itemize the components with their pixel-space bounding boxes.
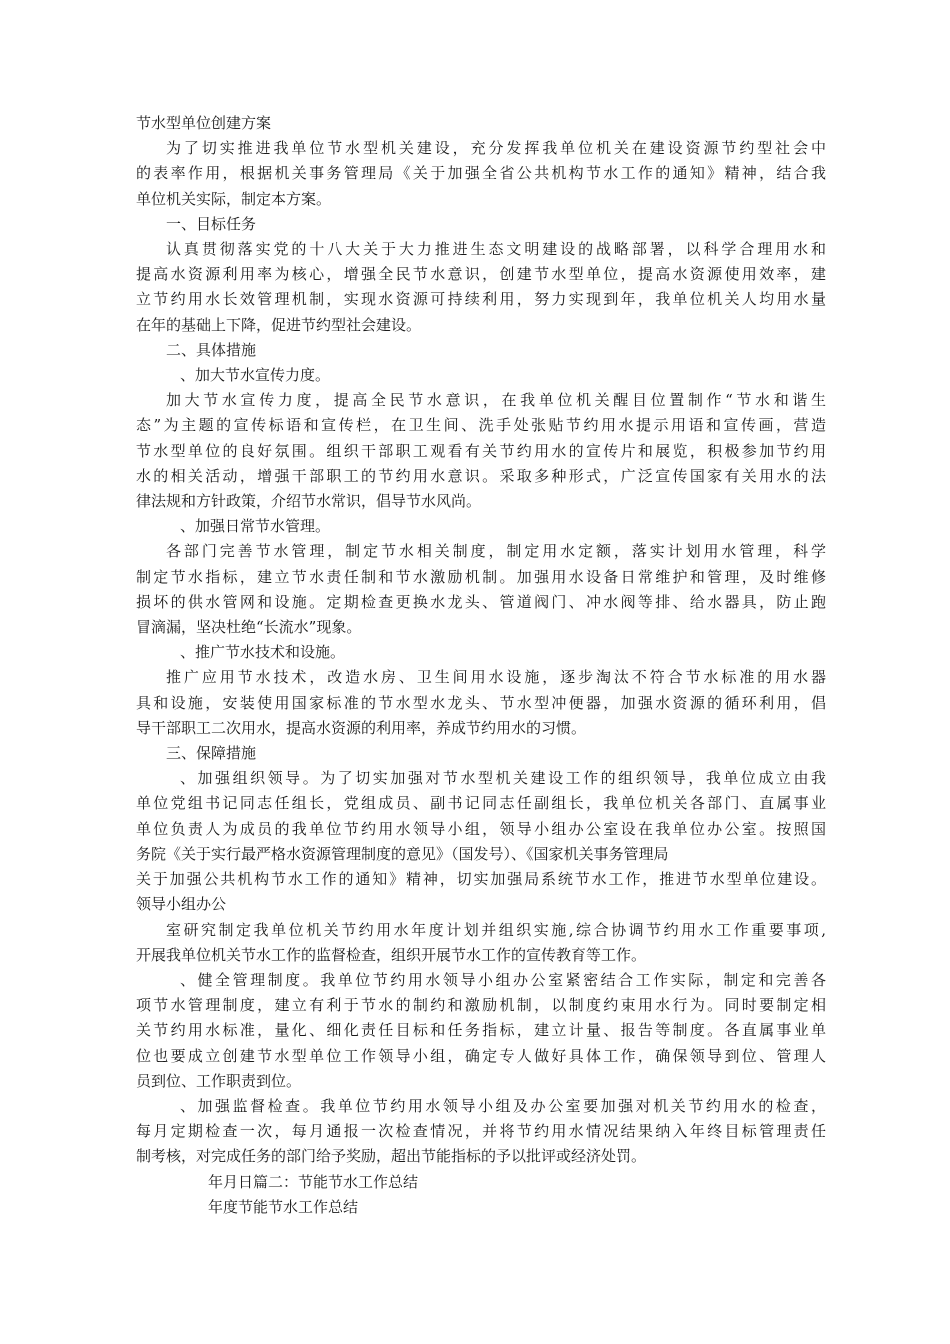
text-line: 领导小组办公 — [136, 895, 227, 914]
text-line: 损坏的供水管网和设施。定期检查更换水龙头、管道阀门、冲水阀等排、给水器具，防止跑 — [136, 592, 826, 611]
text-line: 室研究制定我单位机关节约用水年度计划并组织实施,综合协调节约用水工作重要事项, — [166, 920, 826, 939]
goals-paragraph — [136, 237, 826, 338]
leadership-continued-paragraph — [136, 918, 826, 968]
text-line: 、健全管理制度。我单位节约用水领导小组办公室紧密结合工作实际，制定和完善各 — [180, 970, 826, 989]
measure-title-management: 、加强日常节水管理。 — [180, 517, 331, 536]
text-line: 立节约用水长效管理机制，实现水资源可持续利用，努力实现到年，我单位机关人均用水量 — [136, 290, 826, 309]
text-line: 关节约用水标准，量化、细化责任目标和任务指标，建立计量、报告等制度。各直属事业单 — [136, 1021, 826, 1040]
section-heading-safeguards: 三、保障措施 — [166, 744, 257, 763]
text-line: 各部门完善节水管理，制定节水相关制度，制定用水定额，落实计划用水管理，科学 — [166, 542, 826, 561]
text-line: 单位负责人为成员的我单位节约用水领导小组，领导小组办公室设在我单位办公室。按照国 — [136, 819, 826, 838]
text-line: 推广应用节水技术，改造水房、卫生间用水设施，逐步淘汰不符合节水标准的用水器 — [166, 668, 826, 687]
text-line: 位也要成立创建节水型单位工作领导小组，确定专人做好具体工作，确保领导到位、管理人 — [136, 1046, 826, 1065]
institution-paragraph — [136, 968, 826, 1094]
text-line: 的表率作用，根据机关事务管理局《关于加强全省公共机构节水工作的通知》精神，结合我 — [136, 164, 826, 183]
technology-paragraph — [136, 665, 826, 741]
text-line: 加大节水宣传力度，提高全民节水意识，在我单位机关醒目位置制作“节水和谐生 — [166, 391, 826, 410]
text-line: 开展我单位机关节水工作的监督检查，组织开展节水工作的宣传教育等工作。 — [136, 945, 647, 964]
measure-title-publicity: 、加大节水宣传力度。 — [180, 366, 331, 385]
text-line: 节水型单位的良好氛围。组织干部职工观看有关节约用水的宣传片和展览，积极参加节约用 — [136, 441, 826, 460]
text-line: 律法规和方针政策，介绍节水常识，倡导节水风尚。 — [136, 492, 482, 511]
text-line: 制定节水指标，建立节水责任制和节水激励机制。加强用水设备日常维护和管理，及时维修 — [136, 567, 826, 586]
text-line: 水的相关活动，增强干部职工的节约用水意识。采取多种形式，广泛宣传国家有关用水的法 — [136, 466, 826, 485]
next-article-subtitle: 年度节能节水工作总结 — [208, 1197, 359, 1216]
document-title: 节水型单位创建方案 — [136, 114, 272, 132]
leadership-paragraph — [136, 766, 826, 917]
text-line: 制考核，对完成任务的部门给予奖励，超出节能指标的予以批评或经济处罚。 — [136, 1147, 647, 1166]
text-line: 单位党组书记同志任组长，党组成员、副书记同志任副组长，我单位机关各部门、直属事业 — [136, 794, 826, 813]
section-heading-measures: 二、具体措施 — [166, 340, 257, 359]
text-line: 具和设施，安装使用国家标准的节水型水龙头、节水型冲便器，加强水资源的循环利用，倡 — [136, 693, 826, 712]
text-line: 务院《关于实行最严格水资源管理制度的意见》（国发号）、《国家机关事务管理局 — [136, 844, 669, 863]
text-line: 项节水管理制度，建立有利于节水的制约和激励机制，以制度约束用水行为。同时要制定相 — [136, 996, 826, 1015]
supervision-paragraph — [136, 1094, 826, 1170]
text-line: 为了切实推进我单位节水型机关建设，充分发挥我单位机关在建设资源节约型社会中 — [166, 139, 826, 158]
text-line: 认真贯彻落实党的十八大关于大力推进生态文明建设的战略部署，以科学合理用水和 — [166, 240, 826, 259]
text-line: 员到位、工作职责到位。 — [136, 1071, 302, 1090]
text-line: 每月定期检查一次，每月通报一次检查情况，并将节约用水情况结果纳入年终目标管理责任 — [136, 1122, 826, 1141]
management-paragraph — [136, 539, 826, 640]
text-line: 提高水资源利用率为核心，增强全民节水意识，创建节水型单位，提高水资源使用效率，建 — [136, 265, 826, 284]
text-line: 冒滴漏，坚决杜绝“长流水”现象。 — [136, 618, 362, 637]
text-line: 在年的基础上下降，促进节约型社会建设。 — [136, 315, 422, 334]
text-line: 单位机关实际，制定本方案。 — [136, 189, 332, 208]
intro-paragraph — [136, 136, 826, 212]
section-heading-goals: 一、目标任务 — [166, 214, 257, 233]
text-line: 关于加强公共机构节水工作的通知》精神，切实加强局系统节水工作，推进节水型单位建设。 — [136, 870, 826, 889]
publicity-paragraph — [136, 388, 826, 514]
text-line: 、加强组织领导。为了切实加强对节水型机关建设工作的组织领导，我单位成立由我 — [180, 769, 826, 788]
text-line: 导干部职工二次用水，提高水资源的利用率，养成节约用水的习惯。 — [136, 718, 587, 737]
text-line: 态”为主题的宣传标语和宣传栏，在卫生间、洗手处张贴节约用水提示用语和宣传画，营造 — [136, 416, 826, 435]
text-line: 、加强监督检查。我单位节约用水领导小组及办公室要加强对机关节约用水的检查， — [180, 1096, 826, 1115]
document-body — [136, 111, 826, 1220]
next-article-heading: 年月日篇二：节能节水工作总结 — [208, 1172, 419, 1191]
measure-title-technology: 、推广节水技术和设施。 — [180, 643, 346, 662]
